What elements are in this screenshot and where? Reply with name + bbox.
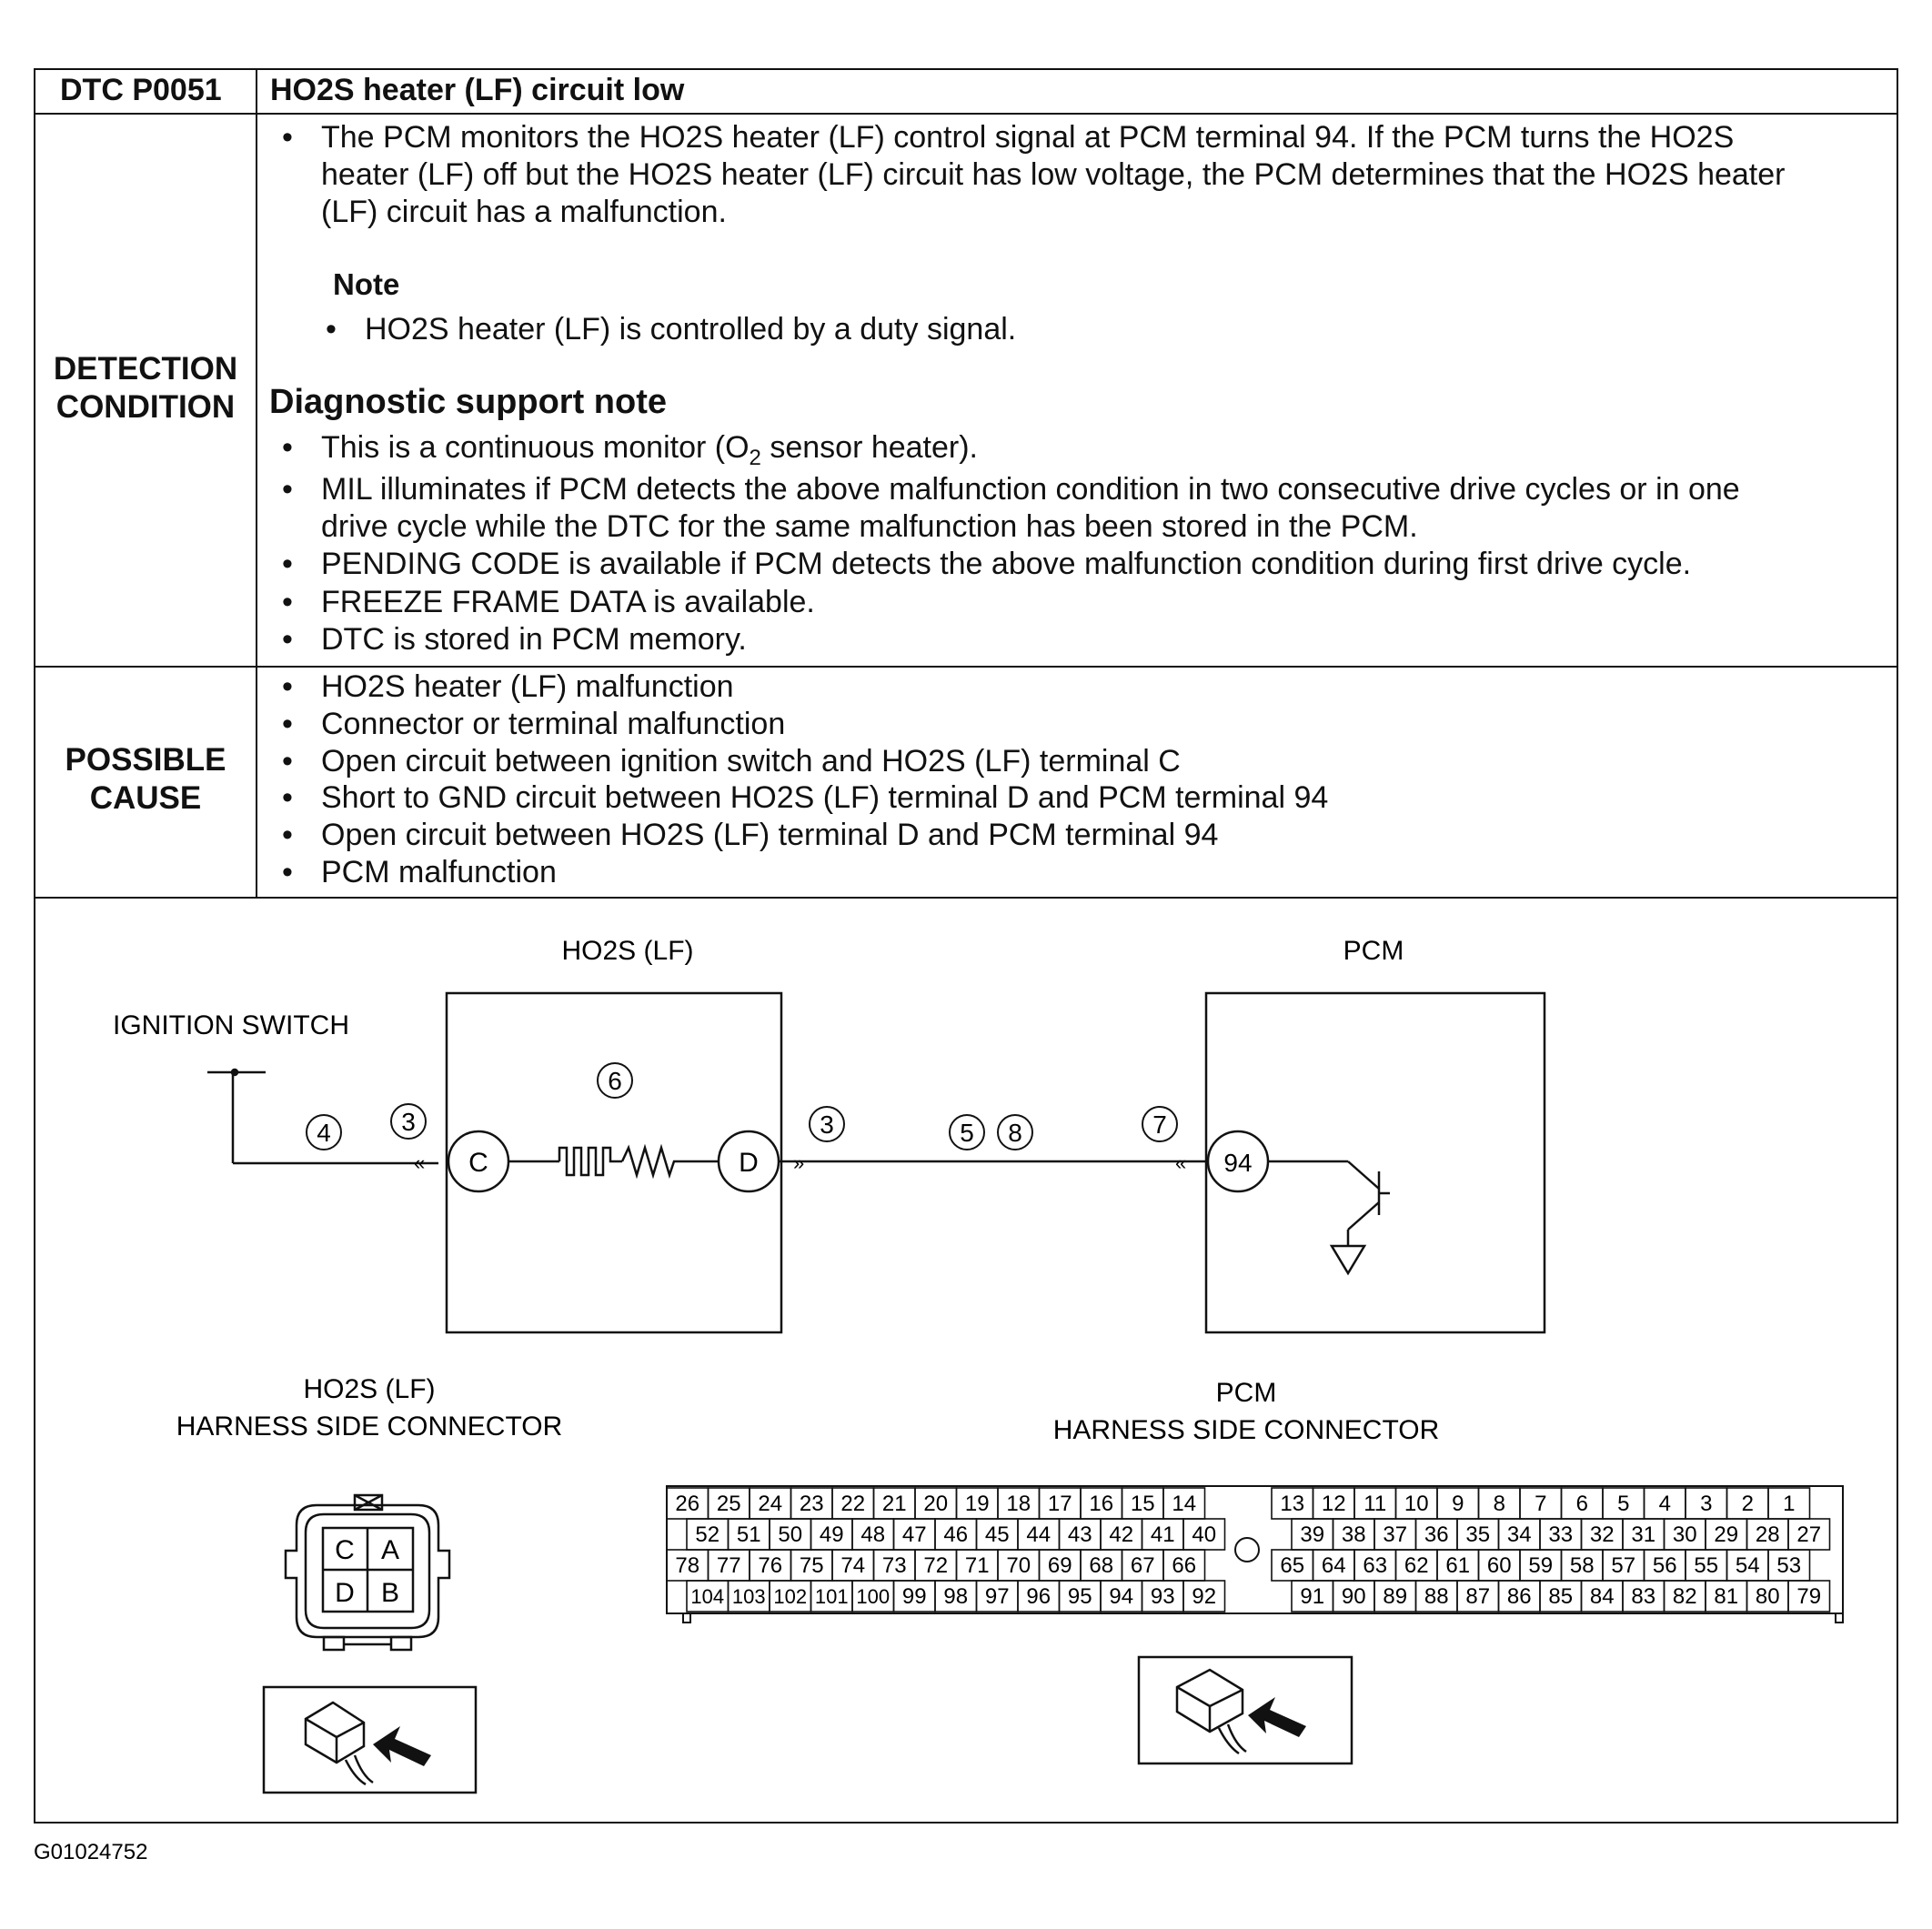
pcm-pin-number: 42 — [1109, 1522, 1134, 1547]
pcm-pin-number: 37 — [1383, 1522, 1408, 1547]
arrow-icon — [373, 1726, 431, 1766]
pcm-pin-number: 79 — [1796, 1584, 1822, 1609]
ground-icon — [1332, 1246, 1364, 1273]
pcm-pin-number: 94 — [1109, 1584, 1134, 1609]
pcm-pin-number: 56 — [1652, 1553, 1677, 1578]
pcm-pin-number: 6 — [1575, 1492, 1588, 1516]
support-note-title: Diagnostic support note — [269, 383, 667, 421]
svg-text:D: D — [739, 1148, 759, 1178]
pcm-pin-number: 9 — [1452, 1492, 1464, 1516]
ho2s-connector-title: HO2S (LF) — [303, 1374, 436, 1404]
svg-text:6: 6 — [608, 1067, 622, 1095]
pcm-pin-number: 67 — [1130, 1553, 1155, 1578]
pcm-pin-number: 45 — [984, 1522, 1010, 1547]
svg-text:8: 8 — [1008, 1119, 1022, 1147]
pcm-pin-number: 35 — [1465, 1522, 1491, 1547]
connector-chevron-icon: « — [1175, 1151, 1187, 1174]
detection-paragraph: • The PCM monitors the HO2S heater (LF) control signal at PCM terminal 94. If the PCM turns the HO2S heater (LF) off but the HO2S heater (LF) circuit has low voltage, the PCM determines that the HO2S heater (LF) circuit has a malfunction. — [282, 120, 1786, 229]
ho2s-title: HO2S (LF) — [561, 936, 694, 966]
pcm-pin-number: 40 — [1192, 1522, 1217, 1547]
pcm-pin-number: 48 — [860, 1522, 886, 1547]
pcm-pin-number: 19 — [964, 1492, 990, 1516]
svg-text:5: 5 — [960, 1119, 974, 1147]
arrow-icon — [1248, 1697, 1306, 1737]
pcm-pin-number: 91 — [1300, 1584, 1325, 1609]
pcm-pin-number: 5 — [1617, 1492, 1630, 1516]
pcm-pin-number: 60 — [1486, 1553, 1512, 1578]
support-item: • FREEZE FRAME DATA is available. — [321, 584, 815, 621]
probe-view-box — [1139, 1657, 1352, 1763]
pcm-pin-number: 64 — [1321, 1553, 1346, 1578]
pcm-pin-number: 46 — [943, 1522, 969, 1547]
svg-text:3: 3 — [820, 1110, 834, 1139]
cause-item: • HO2S heater (LF) malfunction — [321, 668, 734, 706]
pcm-pin-number: 51 — [736, 1522, 761, 1547]
probe-icon — [1177, 1670, 1246, 1753]
note-item: • HO2S heater (LF) is controlled by a duty signal. — [365, 311, 1016, 348]
pcm-pin-number: 63 — [1363, 1553, 1388, 1578]
pcm-pin-number: 52 — [695, 1522, 720, 1547]
pcm-pin-number: 95 — [1067, 1584, 1092, 1609]
pcm-pin-number: 85 — [1548, 1584, 1574, 1609]
pcm-pin-number: 103 — [731, 1585, 766, 1608]
pcm-pin-number: 74 — [840, 1553, 866, 1578]
connector-chevron-icon: » — [793, 1151, 805, 1174]
dtc-title: HO2S heater (LF) circuit low — [270, 73, 685, 107]
transistor-icon — [1268, 1161, 1390, 1246]
pcm-pin-number: 69 — [1047, 1553, 1072, 1578]
pcm-pin-number: 83 — [1631, 1584, 1656, 1609]
pcm-pin-number: 33 — [1548, 1522, 1574, 1547]
pcm-pin-number: 58 — [1569, 1553, 1595, 1578]
heater-resistor-icon — [508, 1148, 719, 1175]
pcm-pin-number: 86 — [1506, 1584, 1532, 1609]
pcm-connector — [667, 1486, 1843, 1623]
support-item: • This is a continuous monitor ($O_2$ sensor heater). — [321, 429, 978, 477]
pcm-pin-number: 49 — [819, 1522, 844, 1547]
pcm-pin-number: 16 — [1089, 1492, 1114, 1516]
pcm-pin-number: 38 — [1341, 1522, 1366, 1547]
note-title: Note — [333, 267, 400, 301]
pcm-pin-number: 98 — [943, 1584, 969, 1609]
svg-text:94: 94 — [1223, 1149, 1253, 1177]
pcm-pin-number: 100 — [856, 1585, 891, 1608]
pcm-pin-number: 93 — [1150, 1584, 1175, 1609]
pcm-pin-number: 47 — [901, 1522, 927, 1547]
pcm-pin-number: 50 — [778, 1522, 803, 1547]
figure-id: G01024752 — [34, 1840, 148, 1864]
pcm-pin-number: 15 — [1130, 1492, 1155, 1516]
pcm-pin-number: 26 — [675, 1492, 700, 1516]
pcm-pin-number: 80 — [1755, 1584, 1780, 1609]
pcm-pin-number: 68 — [1089, 1553, 1114, 1578]
pcm-pin-number: 3 — [1700, 1492, 1713, 1516]
pcm-pin-number: 13 — [1280, 1492, 1305, 1516]
pcm-pin-number: 4 — [1658, 1492, 1671, 1516]
ho2s-connector-title: HARNESS SIDE CONNECTOR — [176, 1412, 563, 1442]
pcm-pin-number: 97 — [984, 1584, 1010, 1609]
connector-foot — [683, 1613, 690, 1623]
pcm-pin-number: 76 — [758, 1553, 783, 1578]
pcm-pin-number: 44 — [1026, 1522, 1052, 1547]
pcm-pin-number: 23 — [799, 1492, 824, 1516]
pcm-pin-number: 2 — [1741, 1492, 1754, 1516]
pcm-title: PCM — [1343, 936, 1404, 966]
pcm-connector-title: HARNESS SIDE CONNECTOR — [1052, 1415, 1440, 1445]
pcm-pin-number: 17 — [1047, 1492, 1072, 1516]
pcm-pin-number: 41 — [1150, 1522, 1175, 1547]
probe-view-box — [264, 1687, 476, 1793]
pcm-pin-number: 20 — [923, 1492, 949, 1516]
pcm-pin-number: 65 — [1280, 1553, 1305, 1578]
svg-text:C: C — [335, 1535, 355, 1565]
svg-text:7: 7 — [1152, 1110, 1167, 1139]
pcm-pin-number: 88 — [1424, 1584, 1449, 1609]
pcm-pin-number: 72 — [923, 1553, 949, 1578]
pcm-pin-number: 11 — [1363, 1492, 1387, 1516]
cause-item: • Connector or terminal malfunction — [321, 706, 785, 743]
pcm-pin-number: 92 — [1192, 1584, 1217, 1609]
dtc-code: DTC P0051 — [60, 73, 222, 107]
pcm-pin-number: 7 — [1535, 1492, 1547, 1516]
detection-condition-label: DETECTION CONDITION — [53, 351, 238, 425]
pcm-pin-number: 43 — [1067, 1522, 1092, 1547]
pcm-pin-number: 53 — [1776, 1553, 1802, 1578]
pcm-pin-number: 27 — [1796, 1522, 1822, 1547]
pcm-connector-title: PCM — [1215, 1378, 1277, 1408]
pcm-pin-number: 96 — [1026, 1584, 1052, 1609]
pcm-pin-number: 61 — [1445, 1553, 1471, 1578]
svg-text:D: D — [335, 1578, 355, 1608]
pcm-pin-number: 81 — [1714, 1584, 1739, 1609]
pcm-pin-number: 87 — [1465, 1584, 1491, 1609]
pcm-pin-number: 21 — [881, 1492, 907, 1516]
pcm-pin-number: 31 — [1631, 1522, 1656, 1547]
pcm-pin-number: 90 — [1341, 1584, 1366, 1609]
pcm-pin-number: 10 — [1404, 1492, 1429, 1516]
ho2s-connector — [286, 1495, 449, 1650]
support-item: • MIL illuminates if PCM detects the above malfunction condition in two consecutive drive cycles or in one drive cycle while the DTC for the same malfunction has been stored in the PCM. — [321, 471, 1740, 546]
svg-text:3: 3 — [401, 1108, 416, 1136]
possible-cause-label: POSSIBLE CAUSE — [65, 742, 226, 816]
pcm-pin-number: 71 — [964, 1553, 990, 1578]
svg-text:4: 4 — [317, 1119, 331, 1147]
pcm-pin-number: 66 — [1172, 1553, 1197, 1578]
pcm-pin-number: 99 — [901, 1584, 927, 1609]
pcm-pin-number: 55 — [1694, 1553, 1719, 1578]
pcm-pin-number: 78 — [675, 1553, 700, 1578]
pcm-pin-number: 57 — [1611, 1553, 1636, 1578]
pcm-pin-number: 25 — [716, 1492, 741, 1516]
pcm-pin-number: 73 — [881, 1553, 907, 1578]
pcm-pin-number: 8 — [1493, 1492, 1505, 1516]
pcm-pin-number: 102 — [773, 1585, 808, 1608]
cause-item: • Open circuit between HO2S (LF) terminal D and PCM terminal 94 — [321, 817, 1218, 854]
cause-item: • PCM malfunction — [321, 854, 557, 891]
bullet: • — [282, 120, 293, 155]
pcm-pin-number: 70 — [1006, 1553, 1031, 1578]
cause-item: • Short to GND circuit between HO2S (LF) terminal D and PCM terminal 94 — [321, 779, 1328, 817]
pcm-pin-number: 14 — [1172, 1492, 1197, 1516]
pcm-pin-number: 104 — [690, 1585, 725, 1608]
probe-icon — [306, 1703, 373, 1784]
pcm-pin-number: 54 — [1735, 1553, 1760, 1578]
pcm-pin-number: 75 — [799, 1553, 824, 1578]
support-item: • DTC is stored in PCM memory. — [321, 621, 747, 658]
cause-item: • Open circuit between ignition switch and HO2S (LF) terminal C — [321, 743, 1181, 780]
pcm-pin-number: 77 — [716, 1553, 741, 1578]
pcm-pin-number: 12 — [1321, 1492, 1346, 1516]
connector-foot — [1836, 1613, 1843, 1623]
connector-latch-icon — [1235, 1538, 1259, 1562]
pcm-pin-number: 28 — [1755, 1522, 1780, 1547]
pcm-pin-number: 101 — [814, 1585, 849, 1608]
pcm-pin-number: 34 — [1506, 1522, 1532, 1547]
pcm-pin-number: 84 — [1589, 1584, 1615, 1609]
pcm-pin-number: 39 — [1300, 1522, 1325, 1547]
support-item: • PENDING CODE is available if PCM detects the above malfunction condition during first drive cycle. — [321, 546, 1691, 583]
connector-chevron-icon: « — [414, 1151, 426, 1174]
pcm-pin-number: 36 — [1424, 1522, 1449, 1547]
pcm-pin-number: 89 — [1383, 1584, 1408, 1609]
pcm-pin-number: 22 — [840, 1492, 866, 1516]
pcm-pin-number: 32 — [1589, 1522, 1615, 1547]
svg-text:A: A — [380, 1535, 400, 1565]
pcm-pin-number: 30 — [1672, 1522, 1697, 1547]
pcm-pin-number: 24 — [758, 1492, 783, 1516]
svg-text:B: B — [380, 1578, 400, 1608]
pcm-pin-number: 62 — [1404, 1553, 1429, 1578]
svg-text:C: C — [468, 1148, 488, 1178]
pcm-pin-number: 29 — [1714, 1522, 1739, 1547]
pcm-pin-number: 18 — [1006, 1492, 1031, 1516]
pcm-pin-number: 59 — [1528, 1553, 1554, 1578]
pcm-pin-number: 1 — [1783, 1492, 1796, 1516]
pcm-pin-number: 82 — [1672, 1584, 1697, 1609]
ignition-switch-label: IGNITION SWITCH — [113, 1010, 349, 1040]
